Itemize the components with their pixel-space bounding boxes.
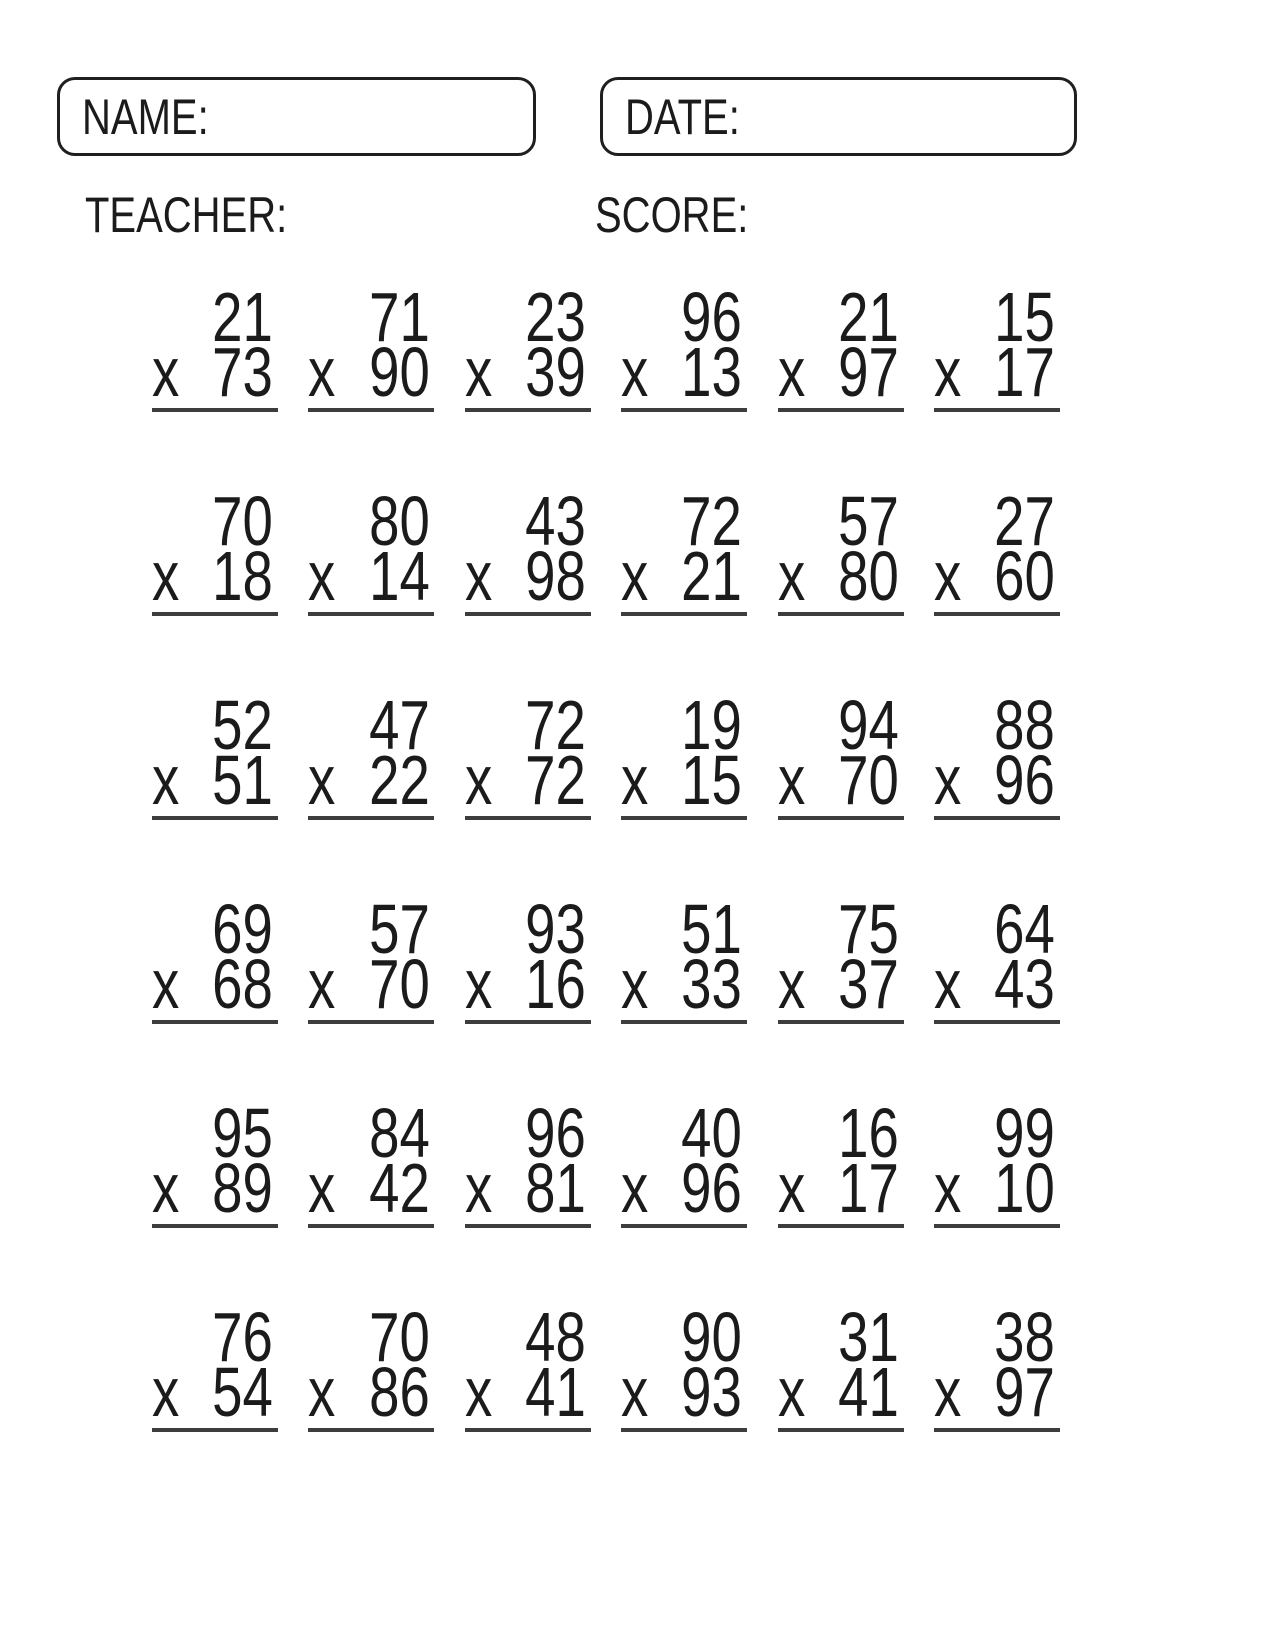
multiplier: 33 <box>681 945 743 1023</box>
multiplier: 18 <box>212 537 273 615</box>
multiplicand: 99 <box>994 1094 1055 1172</box>
problem-r6c4 <box>621 1298 747 1514</box>
multiplier: 13 <box>681 333 743 411</box>
problem-row-6 <box>152 1298 1060 1514</box>
multiplicand: 51 <box>681 890 743 968</box>
multiplier: 98 <box>525 537 586 615</box>
multiplicand: 75 <box>837 890 899 968</box>
multiplier: 42 <box>368 1149 430 1227</box>
multiplicand: 72 <box>681 482 743 560</box>
multiply-operator: x <box>777 537 805 615</box>
multiply-operator: x <box>152 537 180 615</box>
problem-row-5 <box>152 1094 1060 1310</box>
multiplicand: 72 <box>525 686 586 764</box>
problem-r3c1 <box>152 686 278 902</box>
multiplicand: 95 <box>212 1094 273 1172</box>
problem-r3c2 <box>308 686 434 902</box>
problem-r1c4 <box>621 278 747 494</box>
multiply-operator: x <box>933 1353 962 1431</box>
multiplicand: 48 <box>525 1298 586 1376</box>
multiplicand: 69 <box>212 890 273 968</box>
problem-r1c5 <box>777 278 904 494</box>
problem-r1c6 <box>933 278 1060 494</box>
multiplier: 51 <box>212 741 273 819</box>
multiplier: 14 <box>368 537 430 615</box>
multiplier: 68 <box>212 945 273 1023</box>
multiplicand: 19 <box>681 686 743 764</box>
problem-r2c3 <box>464 482 591 698</box>
answer-space[interactable] <box>152 1432 278 1514</box>
answer-space[interactable] <box>621 1432 747 1514</box>
problem-r5c2 <box>308 1094 434 1310</box>
multiply-operator: x <box>308 741 336 819</box>
multiplier: 43 <box>994 945 1055 1023</box>
multiplicand: 94 <box>837 686 899 764</box>
problem-row-1 <box>152 278 1060 494</box>
multiply-operator: x <box>621 741 649 819</box>
multiply-operator: x <box>621 945 649 1023</box>
problem-r2c1 <box>152 482 278 698</box>
multiply-operator: x <box>308 1353 336 1431</box>
multiply-operator: x <box>464 537 493 615</box>
multiply-operator: x <box>621 537 649 615</box>
problem-r1c2 <box>308 278 434 494</box>
multiply-operator: x <box>777 1353 805 1431</box>
multiplier: 70 <box>368 945 430 1023</box>
multiplicand: 21 <box>212 278 273 356</box>
multiplicand: 90 <box>681 1298 743 1376</box>
multiply-operator: x <box>152 1149 180 1227</box>
multiplier: 37 <box>837 945 899 1023</box>
problem-r4c2 <box>308 890 434 1106</box>
multiplier: 15 <box>681 741 743 819</box>
problem-row-2 <box>152 482 1060 698</box>
multiplicand: 31 <box>837 1298 899 1376</box>
multiplier: 21 <box>681 537 743 615</box>
multiplicand: 47 <box>368 686 430 764</box>
multiplier: 17 <box>837 1149 899 1227</box>
problem-r4c1 <box>152 890 278 1106</box>
multiplicand: 93 <box>525 890 586 968</box>
multiplier: 70 <box>837 741 899 819</box>
problem-r2c6 <box>933 482 1060 698</box>
multiplicand: 40 <box>681 1094 743 1172</box>
multiplicand: 76 <box>212 1298 273 1376</box>
multiply-operator: x <box>308 333 336 411</box>
problem-r5c3 <box>464 1094 591 1310</box>
multiplier: 90 <box>368 333 430 411</box>
multiplier: 16 <box>525 945 586 1023</box>
multiplicand: 23 <box>525 278 586 356</box>
problems-grid <box>152 278 1060 1514</box>
multiplicand: 27 <box>994 482 1055 560</box>
multiplicand: 43 <box>525 482 586 560</box>
multiply-operator: x <box>933 333 962 411</box>
multiplier: 10 <box>994 1149 1055 1227</box>
multiplier: 93 <box>681 1353 743 1431</box>
multiplier: 60 <box>994 537 1055 615</box>
multiply-operator: x <box>777 741 805 819</box>
multiplicand: 57 <box>368 890 430 968</box>
multiplicand: 38 <box>994 1298 1055 1376</box>
multiply-operator: x <box>152 945 180 1023</box>
name-label: NAME: <box>82 88 209 145</box>
problem-r5c6 <box>933 1094 1060 1310</box>
problem-r3c4 <box>621 686 747 902</box>
multiplier: 96 <box>994 741 1055 819</box>
multiply-operator: x <box>933 1149 962 1227</box>
problem-r5c5 <box>777 1094 904 1310</box>
multiply-operator: x <box>308 1149 336 1227</box>
problem-r3c6 <box>933 686 1060 902</box>
multiplier: 96 <box>681 1149 743 1227</box>
multiply-operator: x <box>152 1353 180 1431</box>
problem-r2c4 <box>621 482 747 698</box>
multiplicand: 57 <box>837 482 899 560</box>
multiplier: 73 <box>212 333 273 411</box>
problem-r4c3 <box>464 890 591 1106</box>
date-box[interactable] <box>600 77 1077 156</box>
name-box[interactable] <box>57 77 536 156</box>
multiply-operator: x <box>777 945 805 1023</box>
problem-r6c2 <box>308 1298 434 1514</box>
problem-r6c3 <box>464 1298 591 1514</box>
problem-r1c3 <box>464 278 591 494</box>
answer-space[interactable] <box>465 1432 591 1514</box>
multiplier: 17 <box>994 333 1055 411</box>
multiplicand: 96 <box>681 278 743 356</box>
multiply-operator: x <box>464 945 493 1023</box>
multiplier: 97 <box>994 1353 1055 1431</box>
multiply-operator: x <box>464 1149 493 1227</box>
multiply-operator: x <box>933 537 962 615</box>
multiply-operator: x <box>464 1353 493 1431</box>
problem-r3c3 <box>464 686 591 902</box>
problem-row-4 <box>152 890 1060 1106</box>
multiply-operator: x <box>621 1353 649 1431</box>
teacher-label: TEACHER: <box>85 187 288 243</box>
multiplicand: 80 <box>368 482 430 560</box>
multiplicand: 64 <box>994 890 1055 968</box>
multiplicand: 96 <box>525 1094 586 1172</box>
multiplier: 72 <box>525 741 586 819</box>
multiply-operator: x <box>152 333 180 411</box>
multiplicand: 71 <box>368 278 430 356</box>
multiply-operator: x <box>933 741 962 819</box>
date-label: DATE: <box>625 88 740 145</box>
problem-r3c5 <box>777 686 904 902</box>
answer-space[interactable] <box>934 1432 1060 1514</box>
multiplicand: 16 <box>837 1094 899 1172</box>
multiplier: 54 <box>212 1353 273 1431</box>
answer-space[interactable] <box>778 1432 904 1514</box>
multiplicand: 52 <box>212 686 273 764</box>
multiply-operator: x <box>308 537 336 615</box>
problem-r5c1 <box>152 1094 278 1310</box>
multiply-operator: x <box>464 741 493 819</box>
multiplicand: 88 <box>994 686 1055 764</box>
score-label: SCORE: <box>595 187 749 243</box>
multiplicand: 70 <box>368 1298 430 1376</box>
multiplicand: 15 <box>994 278 1055 356</box>
multiply-operator: x <box>933 945 962 1023</box>
answer-space[interactable] <box>308 1432 434 1514</box>
problem-r6c6 <box>933 1298 1060 1514</box>
multiply-operator: x <box>621 333 649 411</box>
multiplier: 97 <box>837 333 899 411</box>
problem-row-3 <box>152 686 1060 902</box>
multiplicand: 70 <box>212 482 273 560</box>
multiply-operator: x <box>777 333 805 411</box>
problem-r4c6 <box>933 890 1060 1106</box>
problem-r6c1 <box>152 1298 278 1514</box>
multiplier: 22 <box>368 741 430 819</box>
multiply-operator: x <box>308 945 336 1023</box>
multiplier: 80 <box>837 537 899 615</box>
problem-r4c4 <box>621 890 747 1106</box>
multiplier: 39 <box>525 333 586 411</box>
multiplicand: 21 <box>837 278 899 356</box>
multiply-operator: x <box>777 1149 805 1227</box>
problem-r2c2 <box>308 482 434 698</box>
multiply-operator: x <box>464 333 493 411</box>
problem-r1c1 <box>152 278 278 494</box>
multiplier: 41 <box>525 1353 586 1431</box>
multiplier: 86 <box>368 1353 430 1431</box>
multiplicand: 84 <box>368 1094 430 1172</box>
multiply-operator: x <box>152 741 180 819</box>
problem-r2c5 <box>777 482 904 698</box>
multiply-operator: x <box>621 1149 649 1227</box>
multiplier: 81 <box>525 1149 586 1227</box>
multiplier: 41 <box>837 1353 899 1431</box>
problem-r5c4 <box>621 1094 747 1310</box>
multiplier: 89 <box>212 1149 273 1227</box>
problem-r4c5 <box>777 890 904 1106</box>
problem-r6c5 <box>777 1298 904 1514</box>
